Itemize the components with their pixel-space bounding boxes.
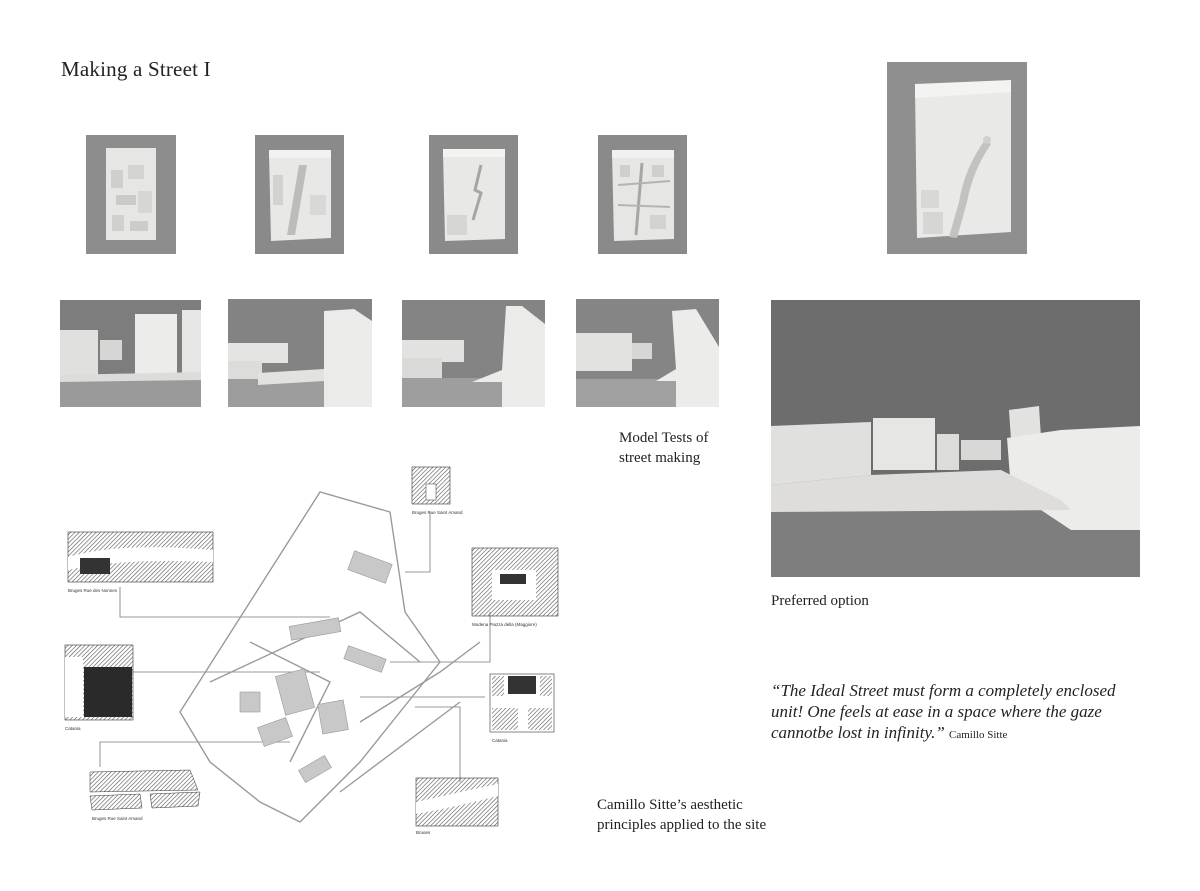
inset-label-bottom-left: Bruges Rue Saint Amand: [92, 816, 143, 821]
model-view-photo-4: [576, 299, 719, 407]
model-view-photo-1: [60, 300, 201, 407]
preferred-option-caption: Preferred option: [771, 593, 869, 609]
quote-attribution: Camillo Sitte: [949, 729, 1008, 741]
inset-top-small: [412, 467, 463, 515]
inset-left-top: [68, 532, 213, 593]
inset-label-right-upper: Modena Piazza della (Maggiore): [472, 622, 537, 627]
model-tests-caption-line-1: Model Tests of: [619, 430, 709, 446]
inset-right-mid: [490, 674, 554, 743]
model-view-photo-2: [228, 299, 372, 407]
inset-right-upper: [472, 548, 558, 627]
model-tests-caption-line-2: street making: [619, 450, 701, 466]
model-view-photo-3: [402, 300, 545, 407]
inset-bottom-left: [90, 770, 200, 821]
model-tests-caption: [619, 428, 709, 468]
map-caption-line-1: Camillo Sitte’s aesthetic: [597, 797, 743, 813]
inset-left-mid: [65, 645, 133, 731]
map-caption-line-2: principles applied to the site: [597, 817, 767, 833]
inset-bottom-right: [416, 778, 498, 834]
sitte-quote: [771, 680, 1151, 746]
site-map-diagram: [60, 462, 560, 834]
model-plan-photo-2: [255, 135, 344, 254]
model-plan-photo-1: [86, 135, 176, 254]
inset-label-left-mid: Catania: [65, 726, 81, 731]
map-caption: [597, 795, 766, 835]
preferred-view-photo: [771, 300, 1140, 577]
inset-label-bottom-right: Bruges: [416, 830, 431, 834]
model-plan-photo-4: [598, 135, 687, 254]
model-plan-photo-3: [429, 135, 518, 254]
inset-label-left-top: Bruges Rue des Nonnes: [68, 588, 118, 593]
quote-text: “The Ideal Street must form a completely enclosed unit! One feels at ease in a space where the gaze cannotbe lost in infinity.”: [771, 681, 1116, 742]
page-title: Making a Street I: [61, 57, 211, 81]
inset-label-right-mid: Catania: [492, 738, 508, 743]
inset-label-top-small: Bruges Rue Saint Amand: [412, 510, 463, 515]
preferred-plan-photo: [887, 62, 1027, 254]
